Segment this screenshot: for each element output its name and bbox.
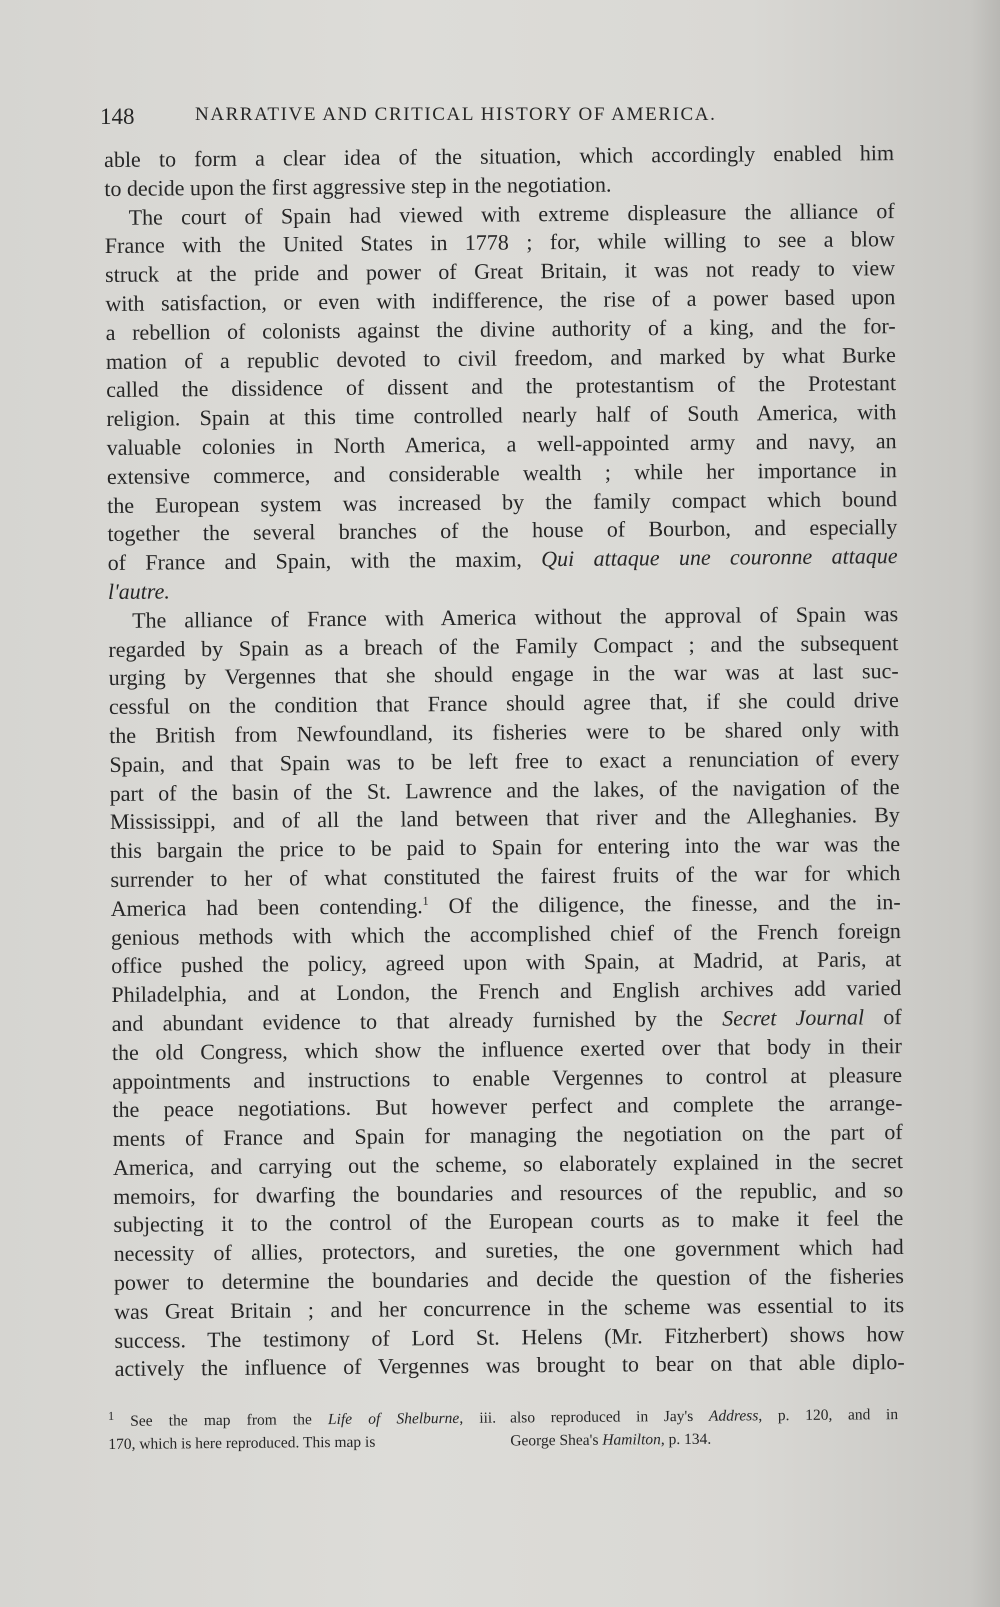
text-line: mation of a republic devoted to civil freedom, and marked by what Burke (105, 341, 896, 374)
text-line: this bargain the price to be paid to Spain for entering into the war was the (110, 831, 901, 864)
french-maxim-end: l'autre. (107, 578, 170, 604)
text-line: actively the influence of Vergennes was brought to bear on that able diplo- (114, 1349, 905, 1382)
text-line: the European system was increased by the family compact which bound (107, 485, 898, 518)
text-line: office pushed the policy, agreed upon with Spain, at Madrid, at Paris, at (111, 946, 902, 979)
text-line: together the several branches of the house of Bourbon, and especially (107, 514, 898, 547)
text-line: religion. Spain at this time controlled nearly half of South America, with (106, 399, 897, 432)
text-line: cessful on the condition that France should agree that, if she could drive (108, 687, 899, 720)
text-line: struck at the pride and power of Great Britain, it was not ready to view (105, 255, 896, 288)
text-line: The court of Spain had viewed with extreme displeasure the alliance of (128, 197, 895, 230)
footnote (108, 1403, 898, 1456)
text-line: genious methods with which the accomplished chief of the French foreign (110, 917, 901, 950)
text-line: able to form a clear idea of the situation, which accordingly enabled him (104, 140, 895, 172)
text-line: power to determine the boundaries and decide the question of the fisheries (113, 1263, 904, 1296)
footnote-text: also reproduced in Jay's (510, 1407, 710, 1427)
text-line: Spain, and that Spain was to be left free to exact a renunciation of every (109, 744, 900, 777)
footnote-line: 170, which is here reproduced. This map is (108, 1433, 376, 1453)
french-maxim: Qui attaque une couronne attaque (541, 543, 898, 572)
text-line: regarded by Spain as a breach of the Family Compact ; and the subsequent (108, 629, 899, 662)
text-run: of France and Spain, with the maxim, (107, 546, 542, 576)
book-title-italic: Secret Journal (722, 1004, 865, 1031)
footnote-title-italic: Hamilton (602, 1431, 661, 1449)
text-line: with satisfaction, or even with indifference, the rise of a power based upon (105, 284, 896, 316)
body-text (104, 139, 905, 1384)
footnote-reference: 1 (422, 893, 429, 908)
text-line: valuable colonies in North America, a well-appointed army and navy, an (106, 428, 897, 460)
text-line: ments of France and Spain for managing the negotiation on the part of (112, 1119, 903, 1152)
text-line: extensive commerce, and considerable wealth ; while her importance in (106, 456, 897, 489)
footnote-line (108, 1407, 496, 1433)
footnote-title-italic: Address (708, 1407, 759, 1425)
footnote-text: , p. 120, and in (758, 1406, 899, 1425)
text-line: America, and carrying out the scheme, so elaborately explained in the secret (112, 1147, 903, 1180)
text-line: part of the basin of the St. Lawrence and the lakes, of the navigation of the (109, 773, 900, 806)
footnote-line (510, 1426, 898, 1452)
text-line: the old Congress, which show the influence exerted over that body in their (111, 1032, 902, 1065)
text-line: Mississippi, and of all the land between that river and the Alleghanies. By (109, 802, 900, 835)
text-line: the British from Newfoundland, its fisheries were to be shared only with (109, 716, 900, 748)
text-line: success. The testimony of Lord St. Helens (Mr. Fitzherbert) shows how (114, 1320, 905, 1353)
text-line: France with the United States in 1778 ; for, while willing to see a blow (104, 226, 895, 259)
text-run: of (863, 1003, 902, 1030)
text-line: memoirs, for dwarfing the boundaries and resources of the republic, and so (113, 1176, 904, 1209)
footnote-marker: 1 (107, 1408, 115, 1423)
text-line: a rebellion of colonists against the divine authority of a king, and the for- (105, 312, 896, 345)
text-line: The alliance of France with America without the approval of Spain was (132, 600, 899, 633)
footnote-line (510, 1403, 898, 1429)
footnote-text: George Shea's (510, 1431, 603, 1450)
text-run: America had been contending. (110, 892, 423, 921)
footnote-text: , iii. (459, 1409, 497, 1427)
running-title: NARRATIVE AND CRITICAL HISTORY OF AMERICA. (195, 104, 717, 125)
footnote-title-italic: Life of Shelburne (327, 1409, 460, 1429)
text-line: subjecting it to the control of the European courts as to make it feel the (113, 1205, 904, 1238)
text-line: appointments and instructions to enable Vergennes to control at pleasure (112, 1061, 903, 1094)
footnote-text: , p. 134. (660, 1430, 712, 1449)
text-line: necessity of allies, protectors, and sureties, the one government which had (113, 1234, 904, 1267)
text-line: called the dissidence of dissent and the protestantism of the Protestant (106, 370, 897, 403)
text-line: the peace negotiations. But however perfect and complete the arrange- (112, 1090, 903, 1123)
page-number: 148 (100, 104, 135, 129)
text-line: surrender to her of what constituted the fairest fruits of the war for which (110, 860, 901, 892)
footnote-column-right (510, 1403, 898, 1452)
footnote-text: See the map from the (114, 1411, 329, 1430)
text-line: was Great Britain ; and her concurrence in the scheme was essential to its (114, 1291, 905, 1324)
text-run: and abundant evidence to that already furnished by the (111, 1005, 723, 1036)
footnote-column-left (108, 1407, 496, 1456)
text-line: Philadelphia, and at London, the French and English archives add varied (111, 975, 902, 1008)
text-line: urging by Vergennes that she should engage in the war was at last suc- (108, 658, 899, 691)
text-line: to decide upon the first aggressive step in the negotiation. (104, 171, 612, 201)
text-run: Of the diligence, the finesse, and the in- (428, 888, 901, 918)
